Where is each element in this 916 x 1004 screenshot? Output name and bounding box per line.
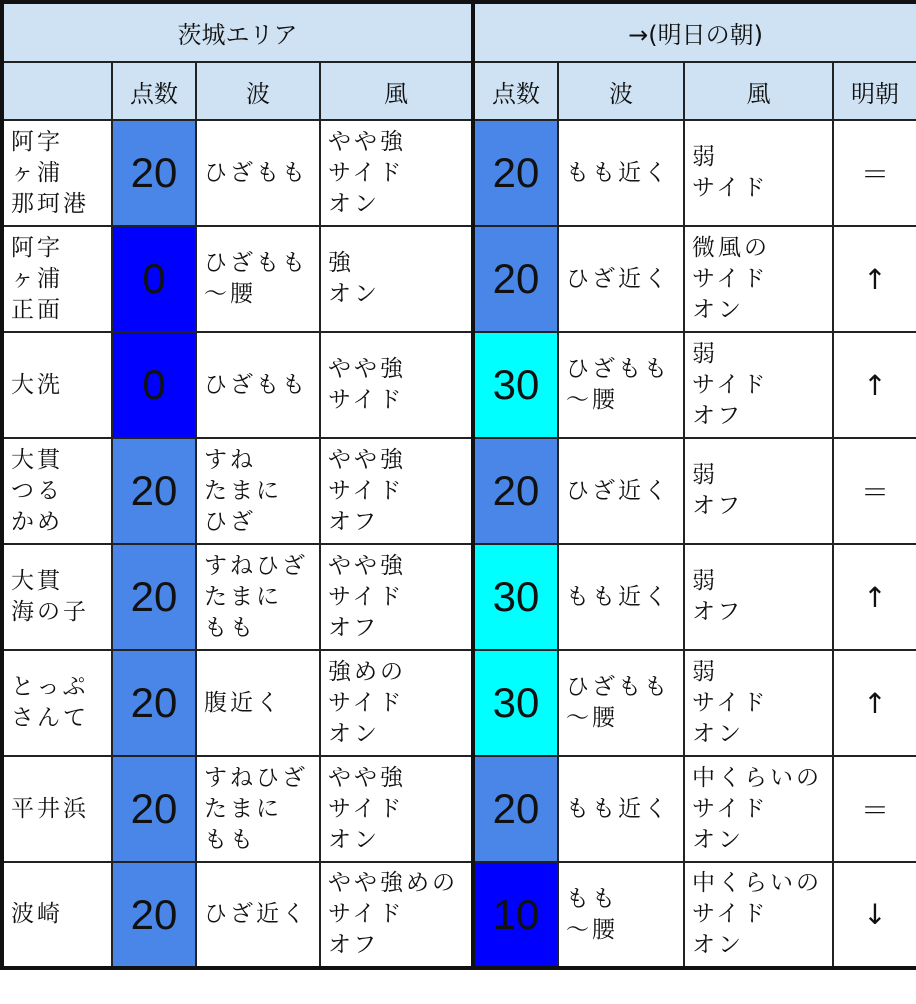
today-wind: やや強 サイド オン	[320, 120, 473, 226]
tomorrow-wave-column-header: 波	[558, 62, 684, 120]
table-row	[2, 862, 916, 968]
table-row	[2, 120, 916, 226]
spot-name: 平井浜	[2, 756, 112, 862]
today-wave: ひざ近く	[196, 862, 320, 968]
tomorrow-wave: もも近く	[558, 120, 684, 226]
tomorrow-wind-column-header: 風	[684, 62, 833, 120]
spot-name: とっぷ さんて	[2, 650, 112, 756]
today-wind: やや強 サイド オフ	[320, 544, 473, 650]
trend-indicator: ↑	[833, 226, 916, 332]
table-row	[2, 226, 916, 332]
today-score: 0	[112, 226, 196, 332]
tomorrow-wave: ひざ近く	[558, 438, 684, 544]
today-wave: ひざもも	[196, 120, 320, 226]
tomorrow-morning-title: →(明日の朝)	[473, 2, 916, 62]
tomorrow-score: 20	[473, 438, 558, 544]
tomorrow-wind: 弱 サイド オフ	[684, 332, 833, 438]
trend-indicator: ↓	[833, 862, 916, 968]
table-row	[2, 332, 916, 438]
spot-name: 大貫 海の子	[2, 544, 112, 650]
tomorrow-wave: もも近く	[558, 756, 684, 862]
today-score: 20	[112, 544, 196, 650]
today-wave: すねひざ たまに もも	[196, 756, 320, 862]
table-body	[2, 120, 916, 968]
today-score: 20	[112, 120, 196, 226]
wave-column-header: 波	[196, 62, 320, 120]
trend-indicator: ＝	[833, 756, 916, 862]
table-row	[2, 544, 916, 650]
trend-indicator: ↑	[833, 332, 916, 438]
today-wave: すねひざ たまに もも	[196, 544, 320, 650]
spot-name: 波崎	[2, 862, 112, 968]
today-score: 0	[112, 332, 196, 438]
today-area-title: 茨城エリア	[2, 2, 473, 62]
spot-name: 阿字 ヶ浦 正面	[2, 226, 112, 332]
today-wind: やや強 サイド オフ	[320, 438, 473, 544]
tomorrow-score: 20	[473, 120, 558, 226]
wind-column-header: 風	[320, 62, 473, 120]
score-column-header: 点数	[112, 62, 196, 120]
today-wind: やや強 サイド オン	[320, 756, 473, 862]
trend-indicator: ＝	[833, 120, 916, 226]
tomorrow-wind: 微風の サイド オン	[684, 226, 833, 332]
trend-indicator: ↑	[833, 544, 916, 650]
trend-indicator: ＝	[833, 438, 916, 544]
spot-name: 大貫 つる かめ	[2, 438, 112, 544]
spot-column-header	[2, 62, 112, 120]
tomorrow-score: 10	[473, 862, 558, 968]
tomorrow-score: 30	[473, 650, 558, 756]
tomorrow-score-column-header: 点数	[473, 62, 558, 120]
table-row	[2, 756, 916, 862]
tomorrow-wave: もも 〜腰	[558, 862, 684, 968]
tomorrow-score: 30	[473, 544, 558, 650]
tomorrow-wave: もも近く	[558, 544, 684, 650]
tomorrow-wind: 中くらいの サイド オン	[684, 862, 833, 968]
tomorrow-score: 20	[473, 756, 558, 862]
trend-indicator: ↑	[833, 650, 916, 756]
today-wind: 強めの サイド オン	[320, 650, 473, 756]
tomorrow-wind: 弱 サイド	[684, 120, 833, 226]
table-row	[2, 438, 916, 544]
trend-column-header: 明朝	[833, 62, 916, 120]
today-wind: 強 オン	[320, 226, 473, 332]
today-wind: やや強 サイド	[320, 332, 473, 438]
tomorrow-wind: 中くらいの サイド オン	[684, 756, 833, 862]
tomorrow-wind: 弱 サイド オン	[684, 650, 833, 756]
today-wave: ひざもも 〜腰	[196, 226, 320, 332]
today-score: 20	[112, 438, 196, 544]
today-wave: 腹近く	[196, 650, 320, 756]
tomorrow-score: 20	[473, 226, 558, 332]
today-wave: すね たまに ひざ	[196, 438, 320, 544]
tomorrow-wave: ひざもも 〜腰	[558, 650, 684, 756]
today-score: 20	[112, 862, 196, 968]
tomorrow-wind: 弱 オフ	[684, 544, 833, 650]
tomorrow-wind: 弱 オフ	[684, 438, 833, 544]
today-wave: ひざもも	[196, 332, 320, 438]
today-wind: やや強めの サイド オフ	[320, 862, 473, 968]
today-score: 20	[112, 650, 196, 756]
spot-name: 大洗	[2, 332, 112, 438]
tomorrow-wave: ひざ近く	[558, 226, 684, 332]
spot-name: 阿字 ヶ浦 那珂港	[2, 120, 112, 226]
today-score: 20	[112, 756, 196, 862]
table-row	[2, 650, 916, 756]
tomorrow-score: 30	[473, 332, 558, 438]
tomorrow-wave: ひざもも 〜腰	[558, 332, 684, 438]
